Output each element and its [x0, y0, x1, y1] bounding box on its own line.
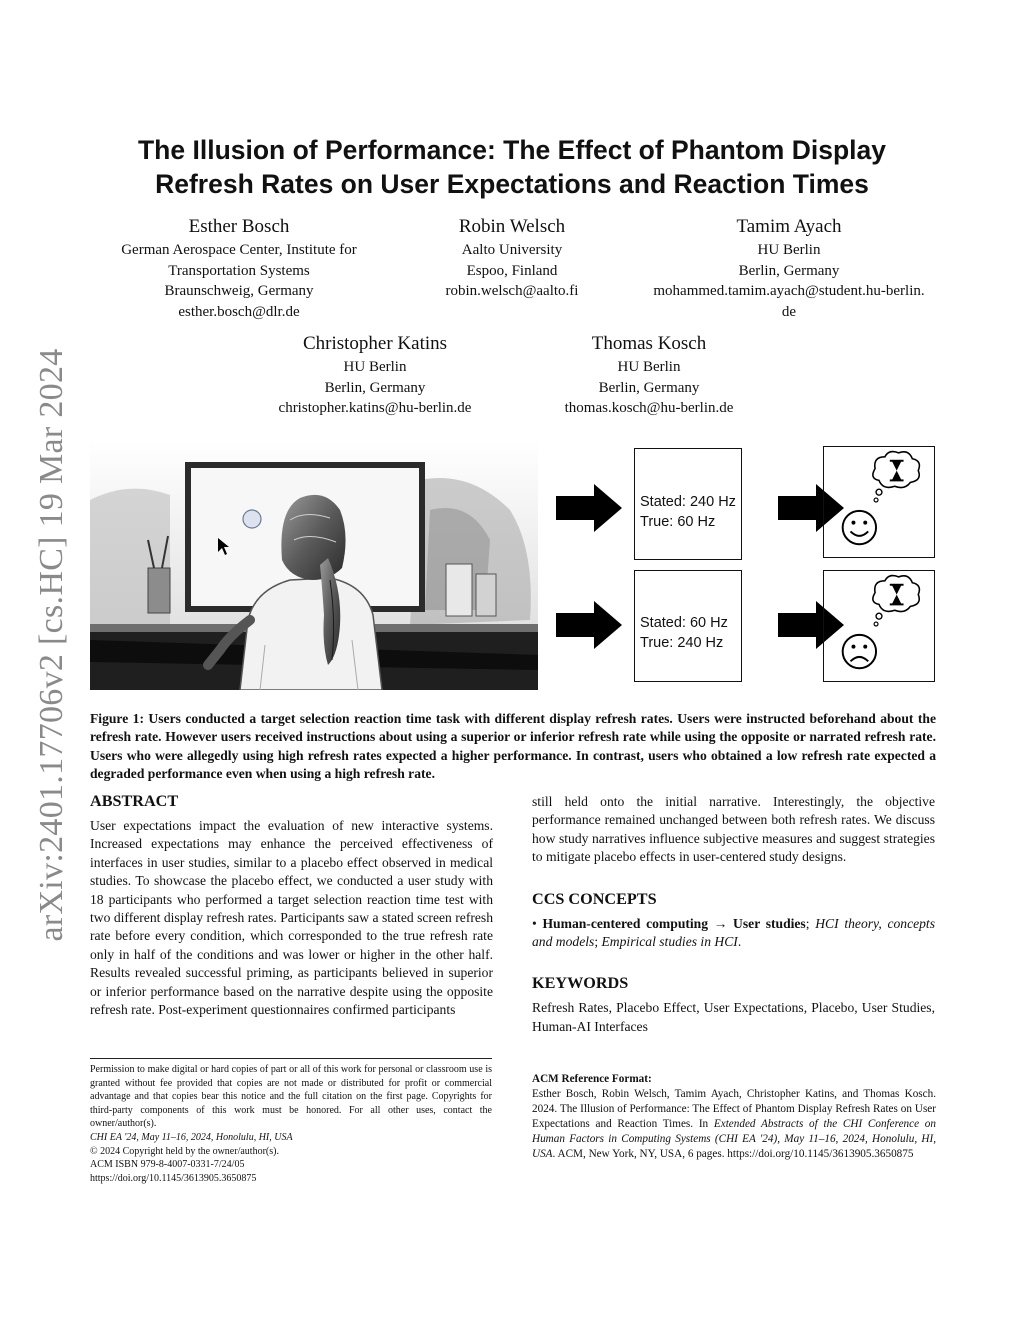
author-email: esther.bosch@dlr.de — [178, 303, 300, 320]
keywords-heading: KEYWORDS — [532, 974, 629, 993]
author-location: Braunschweig, Germany — [164, 283, 314, 299]
author-block-3 — [652, 215, 926, 322]
target-circle — [243, 510, 261, 528]
venue-text: CHI EA '24, May 11–16, 2024, Honolulu, HI, USA — [90, 1131, 293, 1143]
author-affiliation: Aalto University — [461, 242, 563, 258]
stated-rate-label: Stated: 240 Hz — [640, 494, 736, 510]
copyright-text: © 2024 Copyright held by the owner/author(s). — [90, 1145, 279, 1157]
ccs-heading: CCS CONCEPTS — [532, 889, 657, 908]
acm-reference-format — [532, 1072, 936, 1163]
doi-link[interactable]: https://doi.org/10.1145/3613905.3650875 — [90, 1172, 257, 1184]
true-rate-label: True: 60 Hz — [640, 514, 716, 530]
teaser-figure — [90, 440, 936, 692]
author-affiliation: HU Berlin — [617, 359, 681, 375]
author-location: Berlin, Germany — [598, 379, 700, 396]
permission-text: Permission to make digital or hard copies of part or all of this work for personal or classroom use is granted without fee provided that copies are not made or distributed for profit or commercial advantage and that copies bear this notice and the full citation on the first page. Copyrights for third-party components of this work must be honored. For all other uses, contact the owner/author(s). — [90, 1064, 492, 1130]
ccs-italic-concept: HCI theory, concepts and models — [532, 915, 935, 950]
ccs-text — [532, 915, 935, 952]
author-email: christopher.katins@hu-berlin.de — [278, 400, 472, 416]
sad-face-thinking-icon — [823, 570, 935, 682]
author-name: Christopher Katins — [302, 333, 448, 354]
ccs-bold-concept: Human-centered computing → User studies — [542, 915, 806, 931]
author-name: Thomas Kosch — [591, 333, 707, 354]
acm-reference-venue: Extended Abstracts of the CHI Conference on Human Factors in Computing Systems (CHI EA '24), May 11–16, 2024, Honolulu, HI, USA — [532, 1118, 936, 1161]
ccs-italic-concept: Empirical studies in HCI — [601, 934, 738, 950]
paper-title: The Illusion of Performance: The Effect of Phantom Display Refresh Rates on User Expectations and Reaction Times — [138, 135, 886, 199]
acm-reference-text — [532, 1087, 936, 1162]
author-block-5 — [534, 332, 764, 419]
arxiv-stamp — [30, 345, 74, 945]
ccs-bullet: • — [532, 915, 537, 931]
ccs-separator: ; — [594, 934, 602, 950]
ccs-end: . — [737, 934, 742, 950]
abstract-heading: ABSTRACT — [90, 792, 179, 810]
happy-face-thinking-icon — [823, 446, 935, 558]
author-location: Espoo, Finland — [466, 262, 558, 279]
keywords-text: Refresh Rates, Placebo Effect, User Expectations, Placebo, User Studies, Human-AI Interfaces — [532, 1000, 935, 1034]
copyright-footnote — [90, 1058, 492, 1185]
right-column — [532, 793, 935, 1036]
refresh-rate-box-top — [634, 448, 742, 560]
abstract-continued-text: still held onto the initial narrative. Interestingly, the objective performance remained unchanged between both refresh rates. We discuss how study narratives influence subjective measures and suggest strategies to mitigate placebo effects in user-centered study designs. — [532, 794, 935, 865]
acm-reference-heading: ACM Reference Format: — [532, 1073, 652, 1085]
author-affiliation: German Aerospace Center, Institute for Transportation Systems — [121, 242, 357, 279]
user-at-monitor-illustration — [90, 440, 538, 690]
author-affiliation: HU Berlin — [757, 242, 821, 258]
author-location: Berlin, Germany — [324, 379, 426, 396]
arrow-right-icon — [556, 484, 622, 532]
refresh-rate-box-bottom — [634, 570, 742, 682]
isbn-text: ACM ISBN 979-8-4007-0331-7/24/05 — [90, 1159, 245, 1171]
abstract-section — [90, 791, 493, 1019]
author-name: Esther Bosch — [188, 216, 290, 237]
stated-rate-label: Stated: 60 Hz — [640, 615, 728, 631]
arrow-right-icon — [556, 601, 622, 649]
author-email: thomas.kosch@hu-berlin.de — [564, 400, 734, 416]
ccs-separator: ; — [805, 915, 816, 931]
author-block-2 — [412, 215, 612, 302]
true-rate-label: True: 240 Hz — [640, 635, 724, 651]
acm-reference-part1: Esther Bosch, Robin Welsch, Tamim Ayach, Christopher Katins, and Thomas Kosch. 2024. The Illusion of Performance: The Effect of Phantom Display Refresh Rates on User Expectations and Reaction Times. In — [532, 1088, 936, 1131]
arxiv-stamp-text: arXiv:2401.17706v2 [cs.HC] 19 Mar 2024 — [33, 348, 70, 942]
acm-reference-part2: . ACM, New York, NY, USA, 6 pages. https://doi.org/10.1145/3613905.3650875 — [552, 1148, 914, 1161]
author-affiliation: HU Berlin — [343, 359, 407, 375]
author-email: robin.welsch@aalto.fi — [445, 283, 579, 299]
abstract-text: User expectations impact the evaluation of new interactive systems. Increased expectations may enhance the perceived effectiveness of interfaces in user studies, similar to a placebo effect observed in medical studies. To showcase the placebo effect, we conducted a user study with 18 participants who performed a target selection reaction time test with two different display refresh rates. Participants saw a stated screen refresh rate before every condition, which corresponded to the true refresh rate only in half of the conditions and was lower or higher in the other half. Results revealed successful priming, as participants believed in superior or inferior performance based on the narrative despite using the opposite refresh rate. Post-experiment questionnaires confirmed participants — [90, 818, 493, 1018]
author-block-1 — [108, 215, 370, 322]
author-name: Robin Welsch — [458, 216, 566, 237]
author-name: Tamim Ayach — [736, 216, 842, 237]
figure-caption: Figure 1: Users conducted a target selection reaction time task with different display refresh rates. Users were instructed beforehand about the refresh rate. However users received instructions about using a superior or inferior refresh rate while using the opposite or narrated refresh rate. Users who were allegedly using high refresh rates expected a higher performance. In contrast, users who obtained a low refresh rate expected a degraded performance even when using a high refresh rate. — [90, 711, 936, 781]
author-block-4 — [250, 332, 500, 419]
author-email: mohammed.tamim.ayach@student.hu-berlin.de — [653, 283, 925, 320]
author-location: Berlin, Germany — [738, 262, 840, 279]
